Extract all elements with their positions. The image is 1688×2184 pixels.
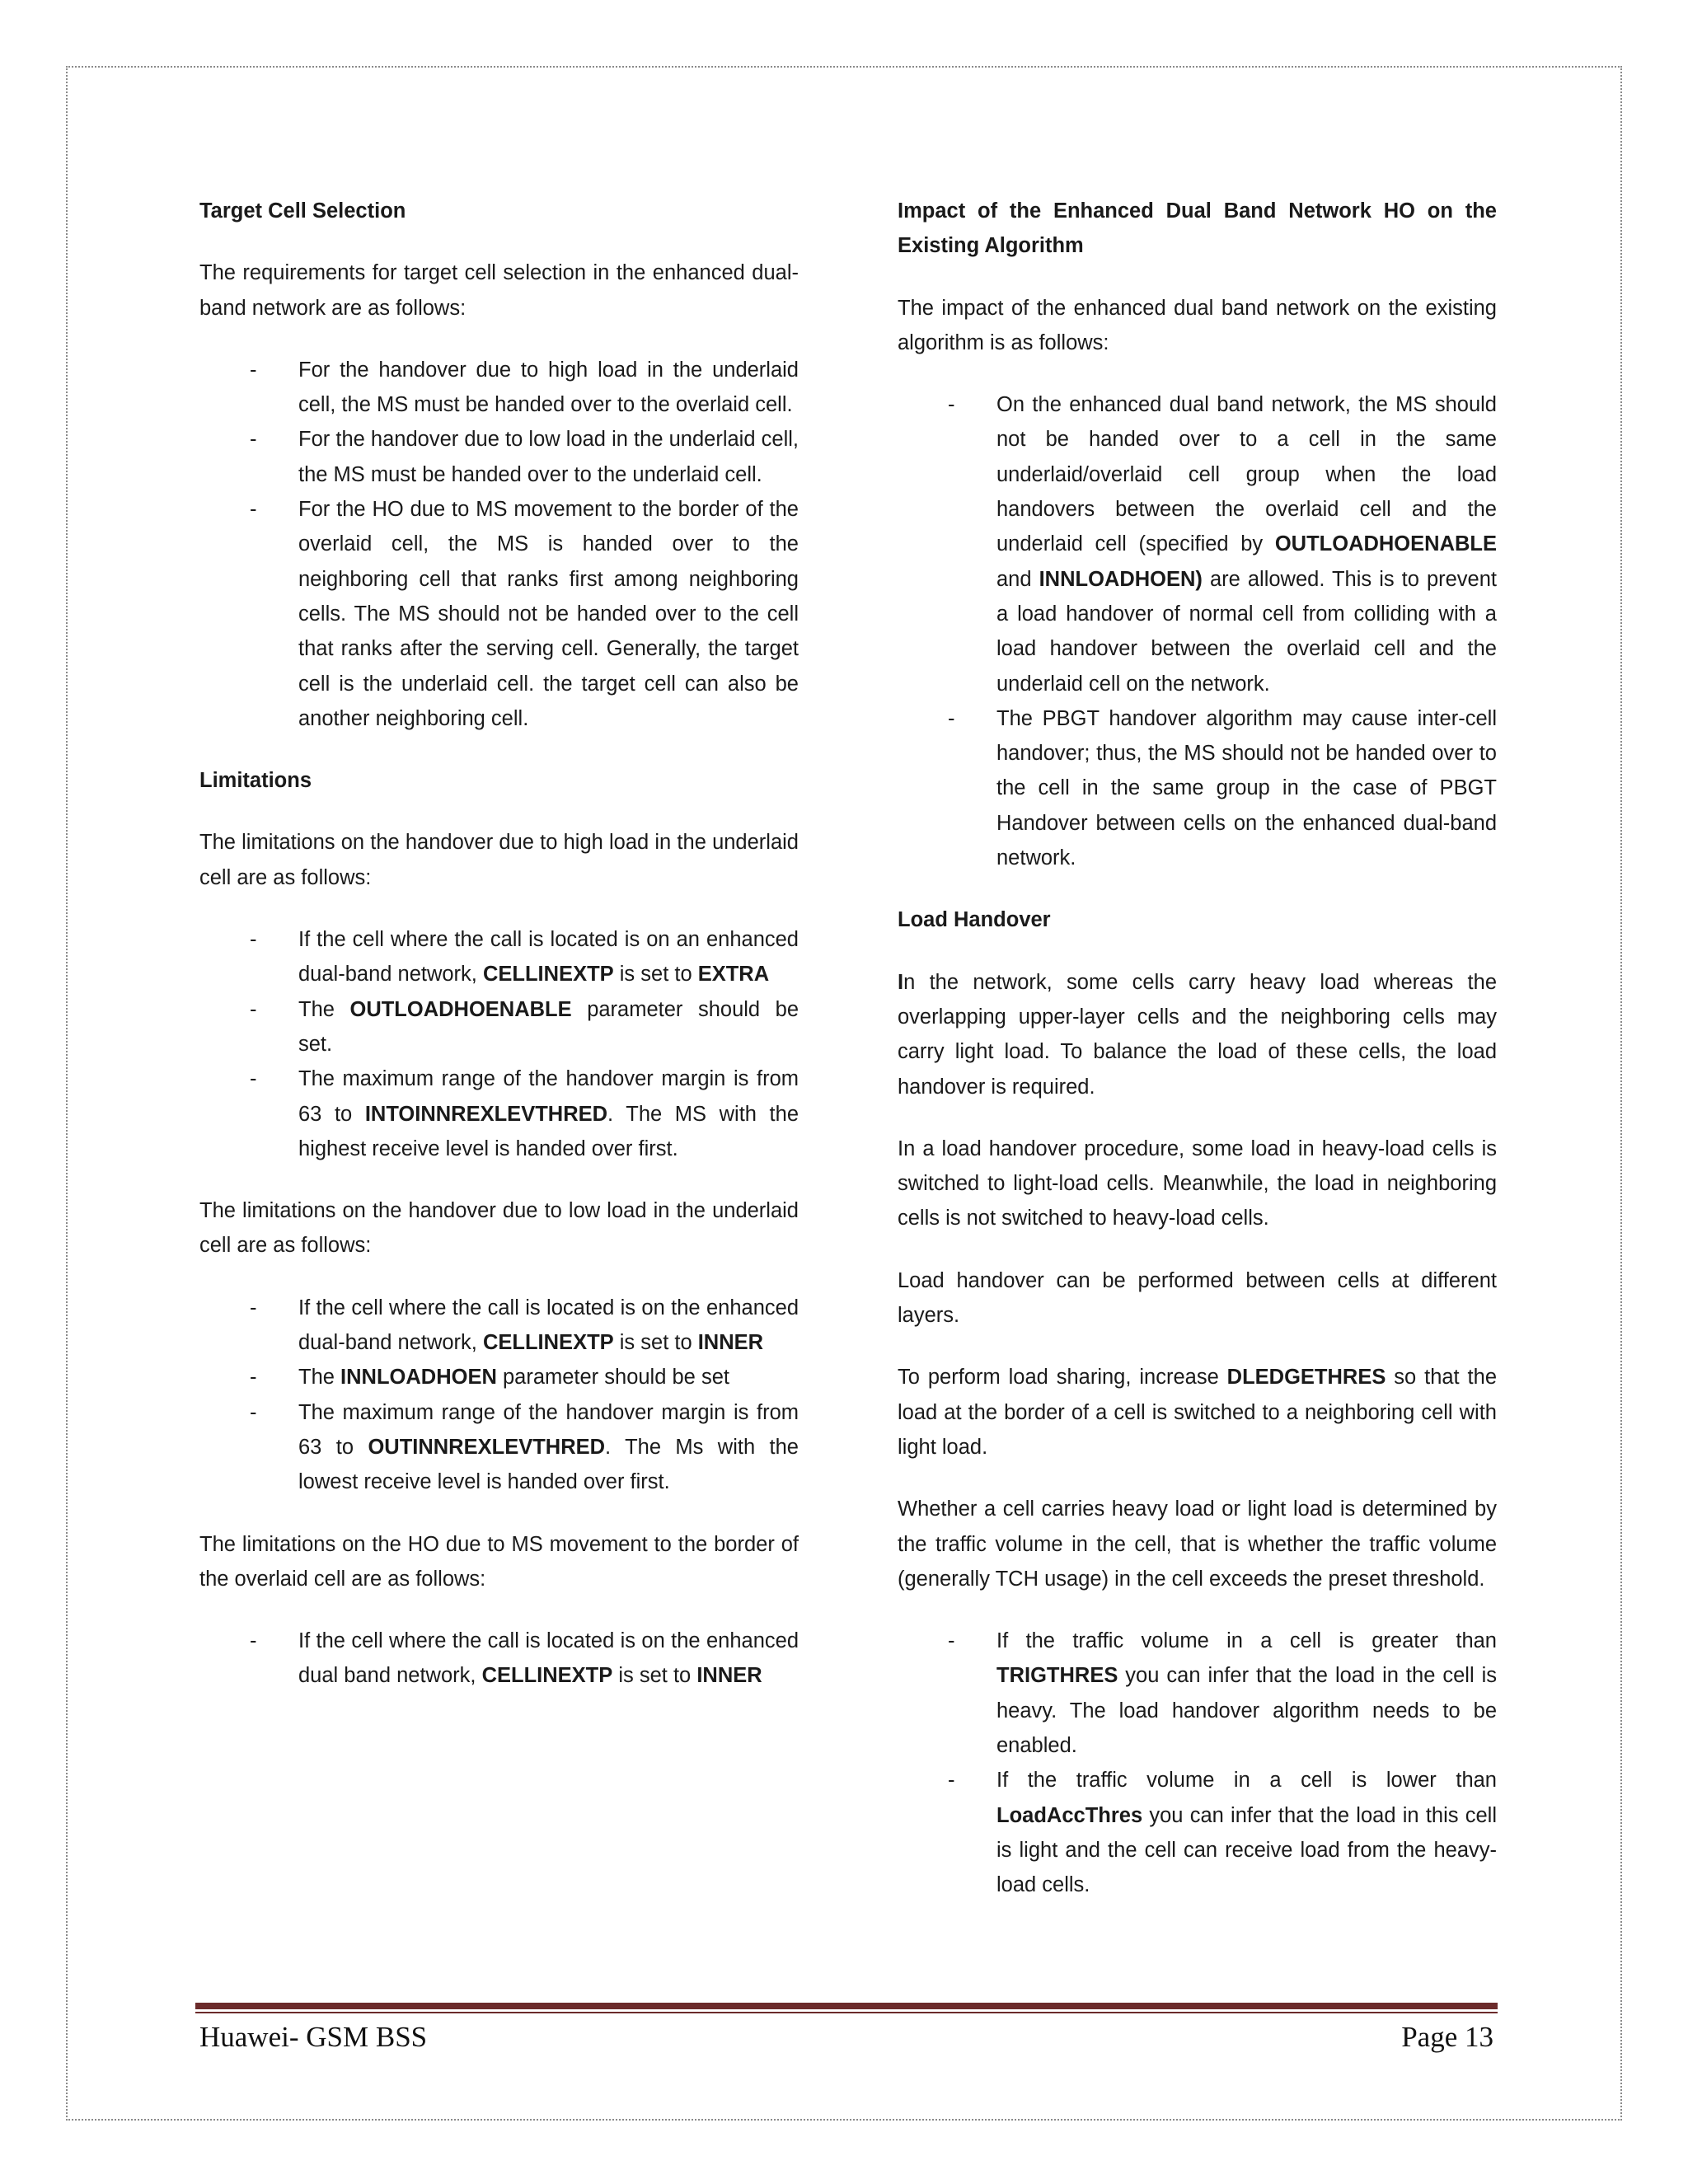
param-value-inner: INNER — [697, 1331, 764, 1355]
list-dash: - — [250, 498, 257, 522]
list-dash: - — [250, 428, 257, 452]
footer-page-number: Page 13 — [1401, 2021, 1493, 2053]
impact-list — [898, 387, 1497, 875]
param-outloadhoenable: OUTLOADHOENABLE — [1274, 532, 1497, 556]
load-handover-p1: In the network, some cells carry heavy load whereas the overlapping upper-layer cells and the neighboring cells may carry light load. To balance the load of these cells, the load handover is required. — [898, 970, 1497, 1099]
load-handover-p2: In a load handover procedure, some load in heavy-load cells is switched to light-load cells. Meanwhile, the load in neighboring cells is not switched to heavy-load cells. — [898, 1137, 1497, 1230]
footer-rule-thick — [195, 2003, 1498, 2009]
param-innloadhoen: INNLOADHOEN — [340, 1366, 497, 1390]
param-trigthres: TRIGTHRES — [996, 1664, 1118, 1688]
section-heading-impact: Impact of the Enhanced Dual Band Network HO on the Existing Algorithm — [898, 199, 1497, 258]
section-heading-load-handover: Load Handover — [898, 908, 1051, 932]
section-heading-target-cell-selection: Target Cell Selection — [199, 199, 406, 223]
list-item: - On the enhanced dual band network, the MS should not be handed over to a cell in the same underlaid/overlaid cell group when the load handovers between the overlaid cell and the underlaid cell (specified by OUTLOADHOENABLE and INNLOADHOEN) are allowed. This is to prevent a load handover of normal cell from colliding with a load handover between the overlaid cell and the underlaid cell on the network. — [898, 387, 1497, 701]
param-value-inner: INNER — [696, 1664, 762, 1688]
param-outinnrexlevthred: OUTINNREXLEVTHRED — [368, 1435, 606, 1459]
load-handover-p5: Whether a cell carries heavy load or light load is determined by the traffic volume in the cell, that is whether the traffic volume (generally TCH usage) in the cell exceeds the preset threshold. — [898, 1497, 1497, 1591]
list-item: - If the traffic volume in a cell is lower than LoadAccThres you can infer that the load in this cell is light and the cell can receive load from the heavy-load cells. — [898, 1763, 1497, 1902]
footer-rule-thin — [195, 2012, 1498, 2013]
left-column — [199, 194, 799, 1721]
list-dash: - — [948, 1629, 955, 1653]
list-item: - If the cell where the call is located is on an enhanced dual-band network, CELLINEXTP is set to EXTRA — [199, 922, 799, 992]
list-dash: - — [948, 1769, 955, 1793]
section-heading-limitations: Limitations — [199, 769, 312, 793]
list-item: - The INNLOADHOEN parameter should be set — [199, 1360, 799, 1394]
list-item: - For the HO due to MS movement to the border of the overlaid cell, the MS is handed over to the neighboring cell that ranks first among neighboring cells. The MS should not be handed over to the cell that ranks after the serving cell. Generally, the target cell is the underlaid cell. the target cell can also be another neighboring cell. — [199, 492, 799, 736]
list-dash: - — [948, 706, 955, 730]
list-item: - The maximum range of the handover margin is from 63 to OUTINNREXLEVTHRED. The Ms with the lowest receive level is handed over first. — [199, 1395, 799, 1500]
right-column — [898, 194, 1497, 1929]
list-item: - The PBGT handover algorithm may cause inter-cell handover; thus, the MS should not be handed over to the cell in the same group in the case of PBGT Handover between cells on the enhanced dual-band network. — [898, 701, 1497, 875]
list-dash: - — [250, 1366, 257, 1390]
param-cellinextp: CELLINEXTP — [481, 1664, 613, 1688]
high-load-intro: The limitations on the handover due to high load in the underlaid cell are as follows: — [199, 831, 799, 889]
impact-intro: The impact of the enhanced dual band network on the existing algorithm is as follows: — [898, 296, 1497, 354]
param-cellinextp: CELLINEXTP — [482, 963, 614, 987]
list-item: - The maximum range of the handover margin is from 63 to INTOINNREXLEVTHRED. The MS with the highest receive level is handed over first. — [199, 1062, 799, 1166]
load-handover-p3: Load handover can be performed between cells at different layers. — [898, 1268, 1497, 1328]
list-item: - The OUTLOADHOENABLE parameter should be set. — [199, 992, 799, 1062]
list-item: - If the traffic volume in a cell is greater than TRIGTHRES you can infer that the load in the cell is heavy. The load handover algorithm needs to be enabled. — [898, 1624, 1497, 1763]
list-dash: - — [948, 393, 955, 417]
list-item: - If the cell where the call is located is on the enhanced dual-band network, CELLINEXTP is set to INNER — [199, 1291, 799, 1361]
list-dash: - — [250, 1629, 257, 1653]
target-cell-intro: The requirements for target cell selection in the enhanced dual-band network are as follows: — [199, 261, 799, 320]
list-dash: - — [250, 1067, 257, 1091]
high-load-list — [199, 922, 799, 1166]
param-outloadhoenable: OUTLOADHOENABLE — [349, 997, 572, 1021]
param-dledgethres: DLEDGETHRES — [1226, 1366, 1386, 1390]
list-item: - For the handover due to high load in the underlaid cell, the MS must be handed over to the overlaid cell. — [199, 353, 799, 423]
traffic-list — [898, 1624, 1497, 1902]
dropcap-letter: I — [898, 970, 904, 994]
border-intro: The limitations on the HO due to MS movement to the border of the overlaid cell are as follows: — [199, 1532, 799, 1591]
param-value-extra: EXTRA — [697, 963, 770, 987]
param-intoinnrexlevthred: INTOINNREXLEVTHRED — [364, 1102, 608, 1126]
target-cell-list — [199, 353, 799, 736]
list-dash: - — [250, 928, 257, 952]
param-loadaccthres: LoadAccThres — [996, 1803, 1143, 1827]
list-dash: - — [250, 1400, 257, 1424]
list-item: - If the cell where the call is located is on the enhanced dual band network, CELLINEXTP is set to INNER — [199, 1624, 799, 1694]
list-dash: - — [250, 997, 257, 1021]
list-dash: - — [250, 1296, 257, 1319]
list-item: - For the handover due to low load in the underlaid cell, the MS must be handed over to the underlaid cell. — [199, 422, 799, 492]
border-list — [199, 1624, 799, 1694]
load-handover-p4: To perform load sharing, increase DLEDGETHRES so that the load at the border of a cell is switched to a neighboring cell with light load. — [898, 1366, 1498, 1459]
footer-document-name: Huawei- GSM BSS — [199, 2021, 428, 2053]
param-innloadhoen: INNLOADHOEN) — [1039, 567, 1203, 591]
list-dash: - — [250, 358, 257, 382]
param-cellinextp: CELLINEXTP — [482, 1331, 614, 1355]
low-load-intro: The limitations on the handover due to low load in the underlaid cell are as follows: — [199, 1199, 799, 1258]
low-load-list — [199, 1291, 799, 1500]
